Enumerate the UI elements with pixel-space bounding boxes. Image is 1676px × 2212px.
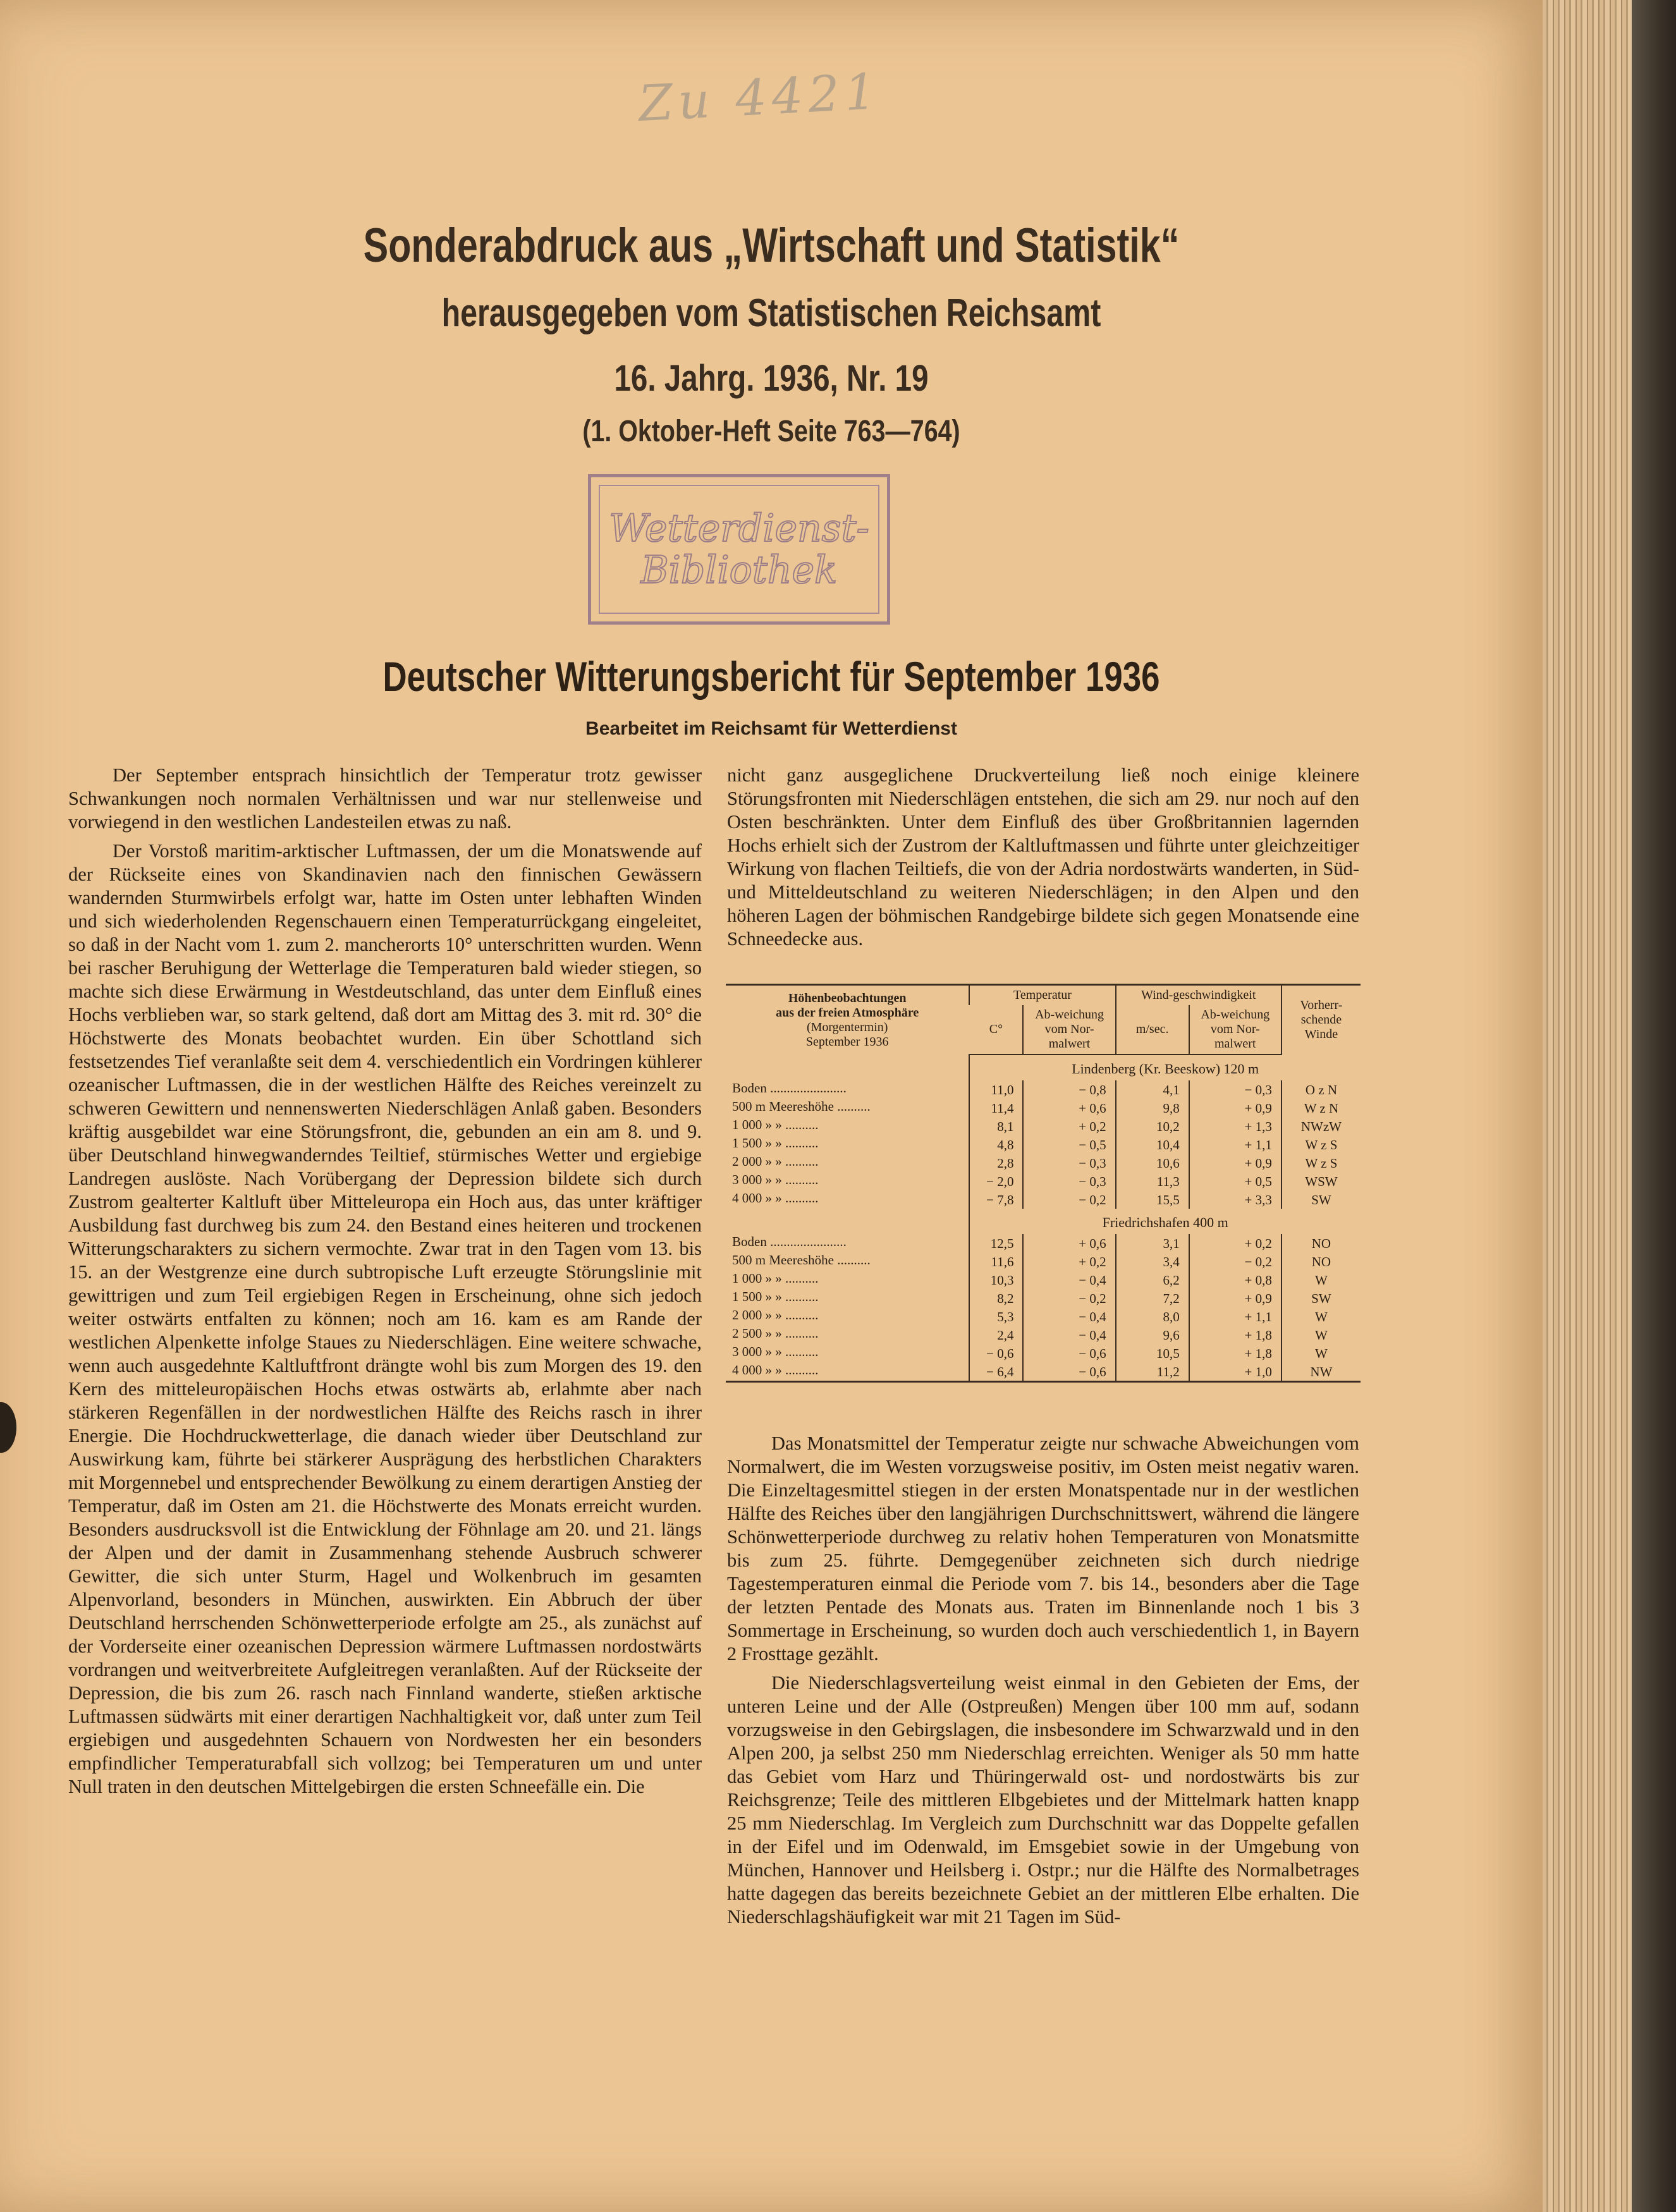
table-row bbox=[726, 1080, 1361, 1099]
stamp-line-1: Wetterdienst- bbox=[609, 506, 869, 551]
wind-deviation: + 0,9 bbox=[1189, 1099, 1281, 1117]
table-header-wind: Wind-geschwindigkeit bbox=[1116, 985, 1281, 1006]
wind-speed: 3,4 bbox=[1116, 1252, 1189, 1271]
wind-direction: SW bbox=[1281, 1289, 1361, 1307]
wind-deviation: + 1,8 bbox=[1189, 1344, 1281, 1362]
wind-speed: 10,6 bbox=[1116, 1154, 1189, 1172]
temperature-deviation: + 0,6 bbox=[1023, 1099, 1115, 1117]
temperature-value: 8,1 bbox=[969, 1117, 1023, 1135]
temperature-deviation: − 0,3 bbox=[1023, 1172, 1115, 1190]
wind-speed: 10,4 bbox=[1116, 1135, 1189, 1154]
temperature-deviation: − 0,2 bbox=[1023, 1190, 1115, 1209]
paragraph: Das Monatsmittel der Temperatur zeigte nur schwache Abweichungen vom Normalwert, die im Westen vorzugsweise positiv, im Osten meist negativ waren. Die Einzeltagesmittel stiegen in der ersten Monatspentade nur in der westlichen Hälfte des Reiches über den langjährigen Durchschnittswert, während die längere Schönwetterperiode durchweg zu relativ hohen Temperaturen von Monatsmitte bis zum 25. führte. Demgegenüber zeichneten sich durch niedrige Tagestemperaturen einmal die Periode vom 7. bis 14., besonders aber die Tage der letzten Pentade des Monats aus. Traten im Binnenlande noch 1 bis 3 Sommertage in Erscheinung, so wurden doch auch verschiedentlich 1, in Bayern 2 Frosttage gezählt. bbox=[727, 1433, 1359, 1665]
wind-direction: SW bbox=[1281, 1190, 1361, 1209]
table-header-temp-deviation: Ab-weichung vom Nor-malwert bbox=[1023, 1005, 1115, 1054]
table-row bbox=[726, 1190, 1361, 1209]
paragraph: Der September entsprach hinsichtlich der Temperatur trotz gewisser Schwankungen noch normalen Verhältnissen und war nur stellenweise und vorwiegend in den westlichen Landesteilen etwas zu naß. bbox=[68, 764, 702, 833]
table-row bbox=[726, 1252, 1361, 1271]
header-title: Sonderabdruck aus „Wirtschaft und Statistik“ bbox=[363, 219, 1180, 272]
table-row bbox=[726, 1135, 1361, 1154]
table-row bbox=[726, 1326, 1361, 1344]
wind-deviation: + 1,3 bbox=[1189, 1117, 1281, 1135]
wind-speed: 6,2 bbox=[1116, 1271, 1189, 1289]
wind-deviation: + 1,8 bbox=[1189, 1326, 1281, 1344]
altitude-level: 2 500 » » .......... bbox=[732, 1326, 819, 1341]
wind-direction: NWzW bbox=[1281, 1117, 1361, 1135]
altitude-observation-table bbox=[726, 984, 1361, 1383]
wind-deviation: + 0,9 bbox=[1189, 1289, 1281, 1307]
temperature-deviation: − 0,2 bbox=[1023, 1289, 1115, 1307]
wind-speed: 15,5 bbox=[1116, 1190, 1189, 1209]
right-column-top bbox=[727, 764, 1359, 956]
wind-direction: O z N bbox=[1281, 1080, 1361, 1099]
altitude-level: 1 500 » » .......... bbox=[732, 1135, 819, 1151]
wind-direction: NO bbox=[1281, 1252, 1361, 1271]
station-header-row bbox=[726, 1054, 1361, 1080]
wind-deviation: + 0,2 bbox=[1189, 1234, 1281, 1252]
temperature-deviation: + 0,2 bbox=[1023, 1252, 1115, 1271]
wind-deviation: + 1,1 bbox=[1189, 1307, 1281, 1326]
altitude-level: 4 000 » » .......... bbox=[732, 1190, 819, 1206]
header-pages: (1. Oktober-Heft Seite 763—764) bbox=[582, 415, 960, 448]
wind-deviation: − 0,2 bbox=[1189, 1252, 1281, 1271]
temperature-deviation: + 0,6 bbox=[1023, 1234, 1115, 1252]
temperature-value: 11,4 bbox=[969, 1099, 1023, 1117]
altitude-level: Boden ....................... bbox=[732, 1080, 847, 1096]
table-row bbox=[726, 1154, 1361, 1172]
wind-deviation: + 0,9 bbox=[1189, 1154, 1281, 1172]
stamp-line-2: Bibliothek bbox=[640, 548, 838, 592]
altitude-level: 1 000 » » .......... bbox=[732, 1271, 819, 1286]
article-title: Deutscher Witterungsbericht für September 1936 bbox=[382, 653, 1160, 700]
right-column-bottom bbox=[727, 1432, 1359, 1934]
altitude-level: 3 000 » » .......... bbox=[732, 1344, 819, 1359]
wind-deviation: + 0,8 bbox=[1189, 1271, 1281, 1289]
book-edge bbox=[1543, 0, 1676, 2212]
wind-deviation: − 0,3 bbox=[1189, 1080, 1281, 1099]
temperature-deviation: − 0,4 bbox=[1023, 1307, 1115, 1326]
table-header-label: Höhenbeobachtungen aus der freien Atmosphäre (Morgentermin) September 1936 bbox=[726, 985, 969, 1055]
altitude-level: 4 000 » » .......... bbox=[726, 1362, 969, 1382]
wind-direction: W bbox=[1281, 1344, 1361, 1362]
table-header-wind-ms: m/sec. bbox=[1116, 1005, 1189, 1054]
paragraph: nicht ganz ausgeglichene Druckverteilung ließ noch einige kleinere Störungsfronten mit Niederschlägen entstehen, die sich am 29. nur noch auf den Osten beschränkten. Unter dem Einfluß des über Großbritannien lagernden Hochs erhielt sich der Zustrom der Kaltluftmassen und führte unter gleichzeitiger Wirkung von flachen Teiltiefs, die von der Adria nordostwärts wanderten, in Süd- und Mitteldeutschland zu weiteren Niederschlägen; in den Alpen und den höheren Lagen der böhmischen Randgebirge bildete sich gegen Monatsende eine Schneedecke aus. bbox=[727, 764, 1359, 950]
wind-speed: 10,5 bbox=[1116, 1344, 1189, 1362]
temperature-value: 4,8 bbox=[969, 1135, 1023, 1154]
table-row bbox=[726, 1271, 1361, 1289]
table-header-prevailing-winds: Vorherr-schende Winde bbox=[1281, 985, 1361, 1055]
paragraph: Die Niederschlagsverteilung weist einmal in den Gebieten der Ems, der unteren Leine und der Alle (Ostpreußen) Mengen über 100 mm auf, sodann vorzugsweise in den Gebirgslagen, die insbesondere im Schwarzwald und in den Alpen 200, ja selbst 250 mm Niederschlag erreichten. Weniger als 50 mm hatte das Gebiet vom Harz und Thüringerwald ost- und nordostwärts bis zur Reichsgrenze; Teile des mittleren Elbgebietes und der Mittelmark hatten knapp 25 mm Niederschlag. Im Vergleich zum Durchschnitt war das Doppelte gefallen in der Eifel und im Odenwald, im Emsgebiet sowie in der Umgebung von München, Hannover und Heilsberg i. Ostpr.; nur die Hälfte des Normalbetrages hatte dagegen das bereits bezeichnete Gebiet an der mittleren Elbe erhalten. Die Niederschlagshäufigkeit war mit 21 Tagen im Süd- bbox=[727, 1672, 1359, 1928]
temperature-deviation: − 0,6 bbox=[1023, 1344, 1115, 1362]
wind-direction: WSW bbox=[1281, 1172, 1361, 1190]
altitude-level: 3 000 » » .......... bbox=[732, 1172, 819, 1187]
table-row bbox=[726, 1117, 1361, 1135]
table-header-temp-c: C° bbox=[969, 1005, 1023, 1054]
book-spine bbox=[1632, 0, 1676, 2212]
table-row bbox=[726, 1099, 1361, 1117]
temperature-value: 5,3 bbox=[969, 1307, 1023, 1326]
wind-direction: W z N bbox=[1281, 1099, 1361, 1117]
table-row bbox=[726, 1234, 1361, 1252]
table-body bbox=[726, 1054, 1361, 1382]
temperature-deviation: − 0,3 bbox=[1023, 1154, 1115, 1172]
altitude-level: 500 m Meereshöhe .......... bbox=[732, 1099, 871, 1114]
paragraph: Der Vorstoß maritim-arktischer Luftmassen, der um die Monatswende auf der Rückseite eines von Skandinavien nach den finnischen Gewässern wandernden Sturmwirbels erfolgt war, hatte im Osten unter lebhaften Winden und sich wiederholenden Regenschauern einen Temperaturrückgang eingeleitet, so daß in der Nacht vom 1. zum 2. mancherorts 10° unterschritten wurden. Wenn bei rascher Beruhigung der Wetterlage die Temperaturen bald wieder stiegen, so machte sich diese Erwärmung in Westdeutschland, das unter dem Einfluß eines Hochs verblieben war, so stark geltend, daß dort am Mittag des 3. mit rd. 30° die Höchstwerte des Monats beobachtet wurden. Ein über Schottland sich festsetzendes Tief veranlaßte seit dem 4. verschiedentlich ein Vordringen kühlerer ozeanischer Luftmassen, die in der westlichen Hälfte des Reiches vereinzelt zu schweren Gewittern und nennenswerten Niederschlägen Anlaß gaben. Besonders kräftig ausgebildet war eine Störungsfront, die, gebunden an ein am 8. und 9. über Deutschland hinwegwanderndes Teiltief, stürmisches Wetter und ergiebige Landregen auslöste. Nach Vorübergang der Depression bildete sich durch Zustrom gealterter Kaltluft über Mitteleuropa ein Hoch aus, das unter kräftiger Ausbildung fast durchweg bis zum 24. den Bestand eines heiteren und trockenen Witterungscharakters zu sichern vermochte. Zwar trat in den Tagen vom 13. bis 15. an der Westgrenze eine durch subtropische Luft erzeugte Störungslinie mit gewittrigen und zum Teil ergiebigen Regen in Erscheinung, ohne sich jedoch weiter ostwärts entfalten zu können; noch am 16. kam es am Rande der westlichen Alpenkette infolge Staues zu Niederschlägen. Eine weitere schwache, wenn auch ausgedehnte Kaltluftfront drängte wohl bis zum Morgen des 19. den Kern des mitteleuropäischen Hochs etwas ostwärts ab, erlahmte aber nach stärkeren Regenfällen in der nordwestlichen Hälfte des Reichs rasch in ihrer Energie. Die Hochdruckwetterlage, die danach wieder über Deutschland zur Auswirkung kam, führte bei stärkerer Ausprägung des herbstlichen Charakters mit Morgennebel und entsprechender Bewölkung zu einem derartigen Anstieg der Temperatur, daß im Osten am 21. die Höchstwerte des Monats erreicht wurden. Besonders ausdrucksvoll ist die Entwicklung der Föhnlage am 20. und 21. längs der Alpen und der damit in Zusammenhang stehende Ausbruch schwerer Gewitter, die sich unter Sturm, Hagel und Wolkenbruch im gesamten Alpenvorland, besonders in München, auswirkten. Ein Abbruch der über Deutschland herrschenden Schönwetterperiode erfolgte am 25., als zunächst auf der Vorderseite einer ozeanischen Depression wärmere Luftmassen nordostwärts vordrangen und weitverbreitete Aufgleitregen veranlaßten. Auf der Rückseite der Depression, die bis zum 26. rasch nach Finnland wanderte, stießen arktische Luftmassen südwärts mit einer derartigen Nachhaltigkeit vor, daß unter zum Teil ergiebigen und ausgedehnten Schauern von Nordwesten her ein besonders empfindlicher Temperaturabfall sich vollzog; bei Temperaturen um und unter Null traten in den deutschen Mittelgebirgen die ersten Schneefälle ein. Die bbox=[68, 840, 702, 1797]
temperature-value: 12,5 bbox=[969, 1234, 1023, 1252]
article-subtitle: Bearbeitet im Reichsamt für Wetterdienst bbox=[585, 718, 957, 739]
wind-direction: NO bbox=[1281, 1234, 1361, 1252]
header-issue: 16. Jahrg. 1936, Nr. 19 bbox=[614, 358, 929, 399]
wind-direction: W bbox=[1281, 1307, 1361, 1326]
wind-speed: 10,2 bbox=[1116, 1117, 1189, 1135]
library-stamp bbox=[588, 474, 890, 625]
wind-speed: 9,8 bbox=[1116, 1099, 1189, 1117]
punch-hole bbox=[0, 1402, 16, 1453]
altitude-level: 2 000 » » .......... bbox=[732, 1307, 819, 1323]
temperature-value: 10,3 bbox=[969, 1271, 1023, 1289]
wind-direction: W bbox=[1281, 1271, 1361, 1289]
altitude-level: 2 000 » » .......... bbox=[732, 1154, 819, 1169]
altitude-level: 1 500 » » .......... bbox=[732, 1289, 819, 1304]
station-header-row bbox=[726, 1209, 1361, 1234]
wind-speed: 11,3 bbox=[1116, 1172, 1189, 1190]
wind-speed: 9,6 bbox=[1116, 1326, 1189, 1344]
temperature-deviation: + 0,2 bbox=[1023, 1117, 1115, 1135]
wind-speed: 4,1 bbox=[1116, 1080, 1189, 1099]
table-row bbox=[726, 1307, 1361, 1326]
wind-direction: NW bbox=[1281, 1362, 1361, 1382]
left-column bbox=[68, 764, 702, 1804]
temperature-deviation: − 0,4 bbox=[1023, 1271, 1115, 1289]
wind-direction: W bbox=[1281, 1326, 1361, 1344]
station-name: Lindenberg (Kr. Beeskow) 120 m bbox=[969, 1054, 1361, 1080]
wind-speed: 7,2 bbox=[1116, 1289, 1189, 1307]
wind-deviation: + 1,0 bbox=[1189, 1362, 1281, 1382]
table-row bbox=[726, 1289, 1361, 1307]
temperature-value: − 2,0 bbox=[969, 1172, 1023, 1190]
wind-direction: W z S bbox=[1281, 1135, 1361, 1154]
wind-speed: 11,2 bbox=[1116, 1362, 1189, 1382]
temperature-value: 11,6 bbox=[969, 1252, 1023, 1271]
temperature-deviation: − 0,4 bbox=[1023, 1326, 1115, 1344]
wind-direction: W z S bbox=[1281, 1154, 1361, 1172]
temperature-value: 2,4 bbox=[969, 1326, 1023, 1344]
wind-deviation: + 3,3 bbox=[1189, 1190, 1281, 1209]
wind-deviation: + 1,1 bbox=[1189, 1135, 1281, 1154]
temperature-value: 11,0 bbox=[969, 1080, 1023, 1099]
temperature-value: − 7,8 bbox=[969, 1190, 1023, 1209]
temperature-value: − 6,4 bbox=[969, 1362, 1023, 1382]
temperature-value: − 0,6 bbox=[969, 1344, 1023, 1362]
temperature-value: 8,2 bbox=[969, 1289, 1023, 1307]
table-row bbox=[726, 1344, 1361, 1362]
table-row bbox=[726, 1362, 1361, 1382]
table-row bbox=[726, 1172, 1361, 1190]
altitude-level: Boden ....................... bbox=[732, 1234, 847, 1249]
table-header-wind-deviation: Ab-weichung vom Nor-malwert bbox=[1189, 1005, 1281, 1054]
station-name: Friedrichshafen 400 m bbox=[969, 1209, 1361, 1234]
handwritten-note: Zu 4421 bbox=[637, 63, 883, 133]
table-header-temperature: Temperatur bbox=[969, 985, 1115, 1006]
temperature-deviation: − 0,8 bbox=[1023, 1080, 1115, 1099]
temperature-deviation: − 0,6 bbox=[1023, 1362, 1115, 1382]
altitude-level: 1 000 » » .......... bbox=[732, 1117, 819, 1132]
wind-deviation: + 0,5 bbox=[1189, 1172, 1281, 1190]
altitude-level: 500 m Meereshöhe .......... bbox=[732, 1252, 871, 1268]
wind-speed: 8,0 bbox=[1116, 1307, 1189, 1326]
wind-speed: 3,1 bbox=[1116, 1234, 1189, 1252]
temperature-value: 2,8 bbox=[969, 1154, 1023, 1172]
header-publisher: herausgegeben vom Statistischen Reichsamt bbox=[441, 291, 1101, 335]
temperature-deviation: − 0,5 bbox=[1023, 1135, 1115, 1154]
